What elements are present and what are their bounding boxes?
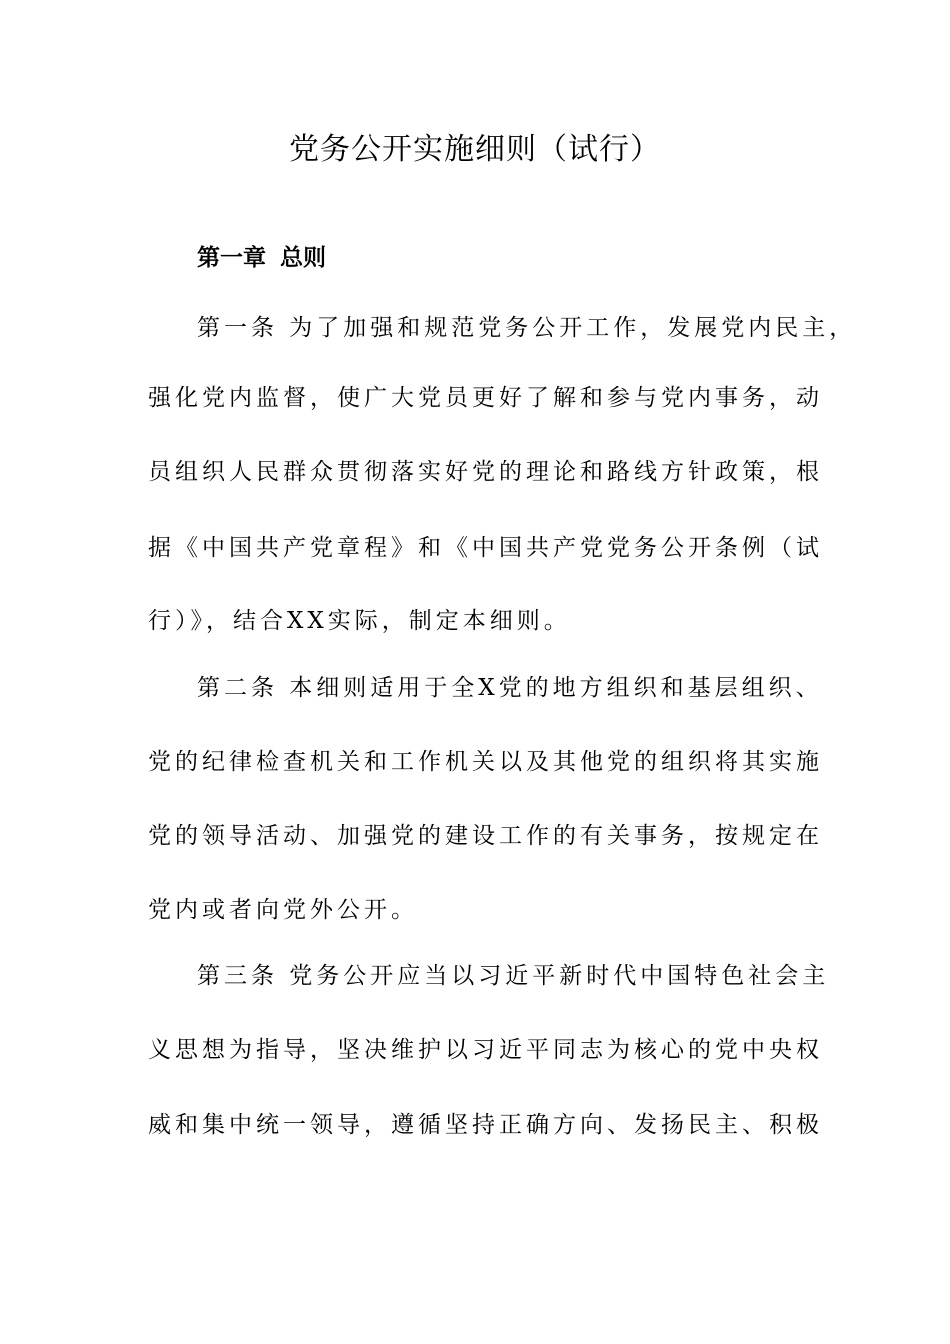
article-3-line-3: 威和集中统一领导，遵循坚持正确方向、发扬民主、积极 <box>148 1112 823 1138</box>
article-2-line-2: 党的纪律检查机关和工作机关以及其他党的组织将其实施 <box>148 749 823 775</box>
article-3-line-1: 第三条 党务公开应当以习近平新时代中国特色社会主 <box>197 963 830 989</box>
article-2-line-3: 党的领导活动、加强党的建设工作的有关事务，按规定在 <box>148 823 823 849</box>
article-1-line-4: 据《中国共产党章程》和《中国共产党党务公开条例（试 <box>148 535 823 561</box>
article-1-line-1: 第一条 为了加强和规范党务公开工作，发展党内民主， <box>197 315 857 341</box>
article-2-line-4: 党内或者向党外公开。 <box>148 897 418 923</box>
article-2-line-1: 第二条 本细则适用于全X党的地方组织和基层组织、 <box>197 675 823 701</box>
article-3-line-2: 义思想为指导，坚决维护以习近平同志为核心的党中央权 <box>148 1037 823 1063</box>
article-1-line-5: 行）》，结合XX实际，制定本细则。 <box>148 608 571 634</box>
article-1-line-2: 强化党内监督，使广大党员更好了解和参与党内事务，动 <box>148 385 823 411</box>
article-1-line-3: 员组织人民群众贯彻落实好党的理论和路线方针政策，根 <box>148 459 823 485</box>
chapter-heading: 第一章 总则 <box>197 245 327 271</box>
document-title: 党务公开实施细则（试行） <box>289 132 661 167</box>
